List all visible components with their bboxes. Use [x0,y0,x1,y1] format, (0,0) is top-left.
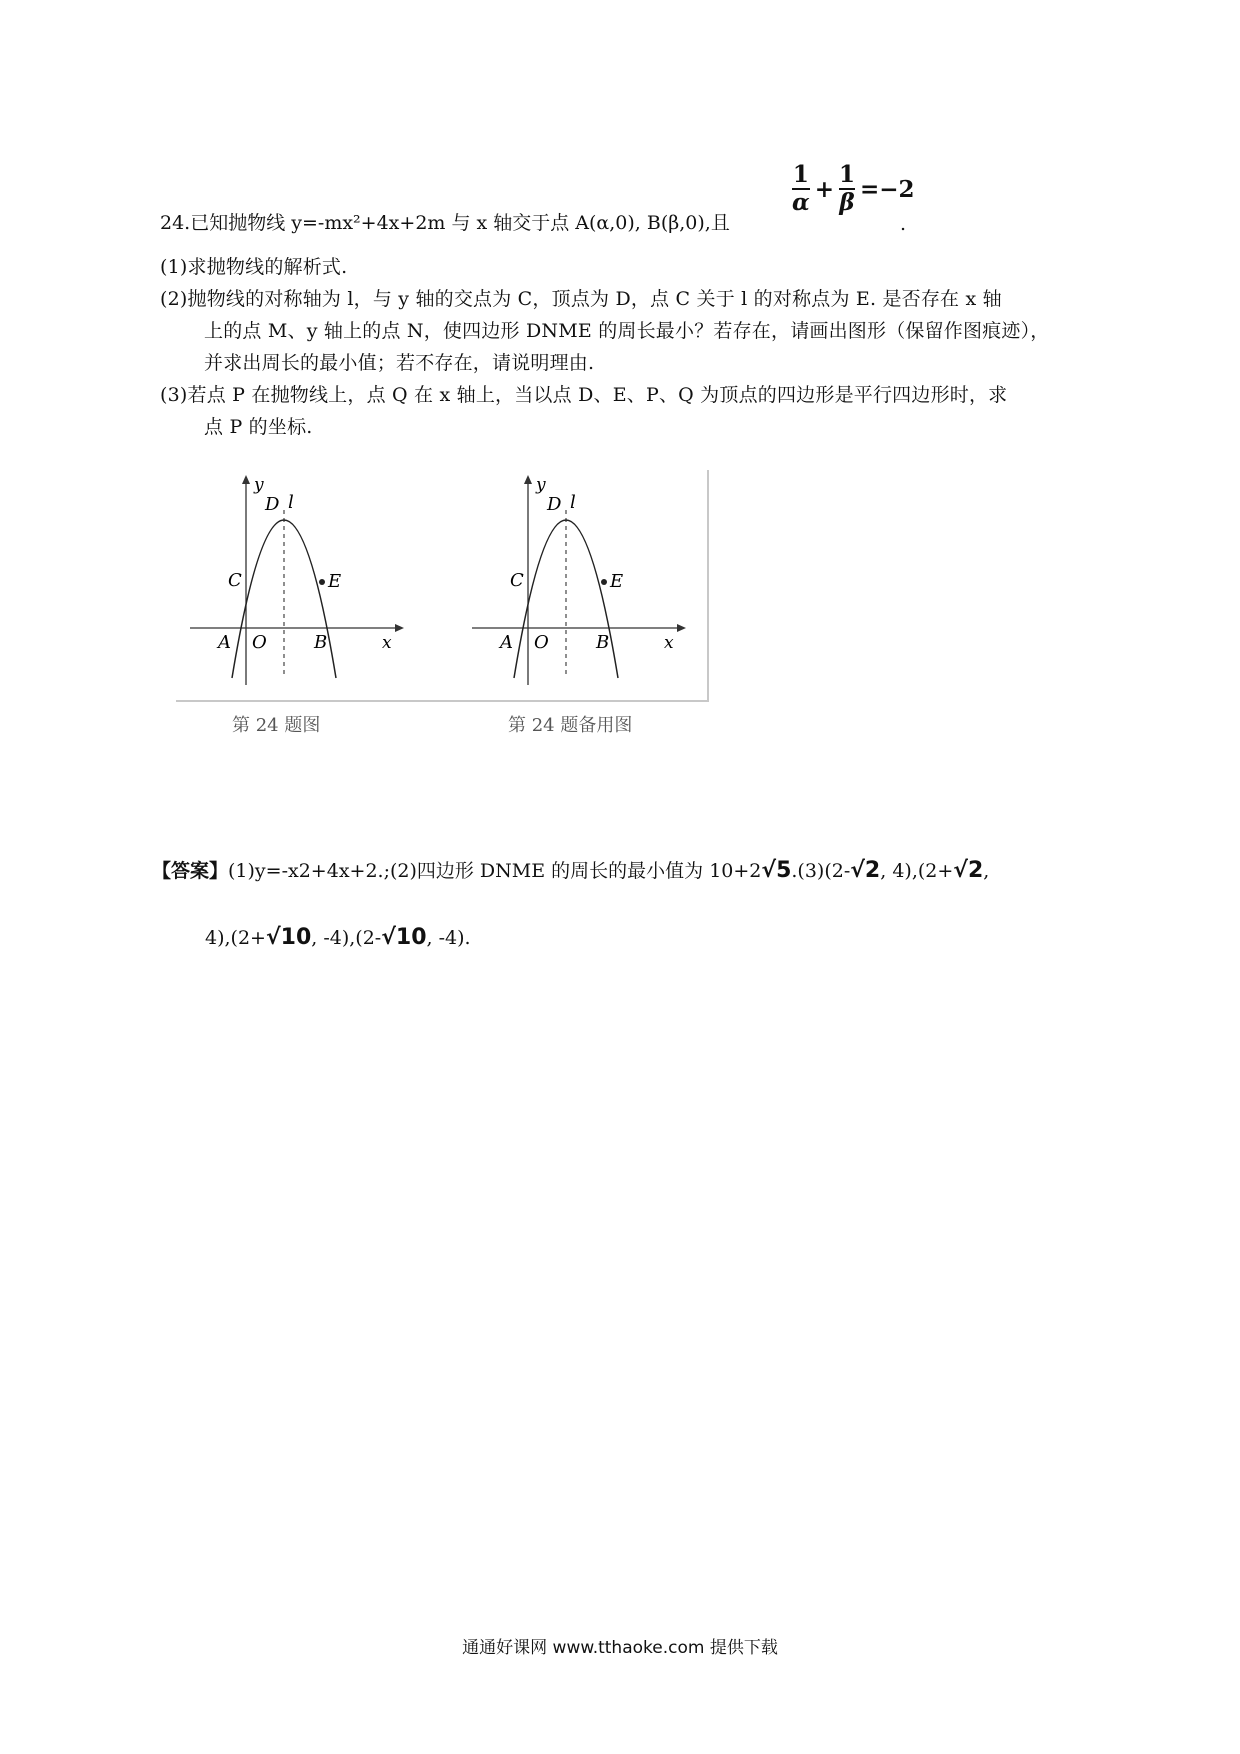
fraction-beta [839,163,855,215]
label-y: y [536,475,546,495]
label-o: O [252,632,267,653]
answer-text: (1)y=-x2+4x+2.;(2)四边形 DNME 的周长的最小值为 10+2 [228,860,762,882]
part-3-line-2: 点 P 的坐标. [204,416,313,438]
answer-line-1 [152,856,989,883]
fraction-numerator: 1 [792,161,809,188]
point-e-dot [319,579,325,585]
part-2-line-1: (2)抛物线的对称轴为 l，与 y 轴的交点为 C，顶点为 D，点 C 关于 l 的对称点为 E. 是否存在 x 轴 [160,288,1002,310]
label-e: E [328,571,342,592]
part-2-line-3: 并求出周长的最小值；若不存在，请说明理由. [204,352,595,374]
fraction-alpha [792,163,810,215]
answer-text: , -4). [426,927,471,949]
answer-tag: 【答案】 [152,860,229,882]
label-b: B [596,632,610,653]
part-1: (1)求抛物线的解析式. [160,256,348,278]
label-x: x [382,633,392,653]
plus-sign: + [814,175,834,203]
label-y: y [254,475,264,495]
y-axis-arrow-icon [524,475,532,484]
answer-text: , -4),(2- [311,927,382,949]
question-24-stem: 24.已知抛物线 y=-mx²+4x+2m 与 x 轴交于点 A(α,0), B(β,0),且 [160,212,730,234]
equals-value: =−2 [860,175,915,203]
label-a: A [218,632,231,653]
answer-text: , [983,860,990,882]
part-2-line-2: 上的点 M、y 轴上的点 N，使四边形 DNME 的周长最小？若存在，请画出图形（保留作图痕迹）， [204,320,1050,342]
fraction-denominator: β [839,189,855,216]
label-e: E [610,571,624,592]
answer-text: .(3)(2- [791,860,851,882]
footer-source: 通通好课网 www.tthaoke.com 提供下载 [462,1638,778,1658]
point-e-dot [601,579,607,585]
answer-text: 4),(2+ [205,927,266,949]
x-axis-arrow-icon [677,624,686,632]
sqrt-10: √10 [265,925,312,950]
y-axis-arrow-icon [242,475,250,484]
label-o: O [534,632,549,653]
x-axis-arrow-icon [395,624,404,632]
condition-formula [790,163,918,215]
answer-text: , 4),(2+ [880,860,954,882]
label-d: D [547,494,562,515]
question-stem-end: . [900,213,907,235]
figure-caption-backup: 第 24 题备用图 [508,715,633,736]
label-d: D [265,494,280,515]
label-a: A [500,632,513,653]
label-l: l [288,492,294,513]
fraction-denominator: α [792,189,810,216]
label-l: l [570,492,576,513]
figure-24-backup [462,470,692,690]
figure-24-main [180,470,410,690]
sqrt-10: √10 [381,925,427,950]
label-c: C [228,570,242,591]
sqrt-2: √2 [850,858,881,883]
sqrt-2: √2 [953,858,984,883]
answer-line-2 [205,925,471,950]
label-b: B [314,632,328,653]
fraction-numerator: 1 [838,161,855,188]
label-x: x [664,633,674,653]
part-3-line-1: (3)若点 P 在抛物线上，点 Q 在 x 轴上，当以点 D、E、P、Q 为顶点的四边形是平行四边形时，求 [160,384,1008,406]
label-c: C [510,570,524,591]
figure-caption-main: 第 24 题图 [232,715,321,736]
sqrt-5: √5 [761,858,792,883]
